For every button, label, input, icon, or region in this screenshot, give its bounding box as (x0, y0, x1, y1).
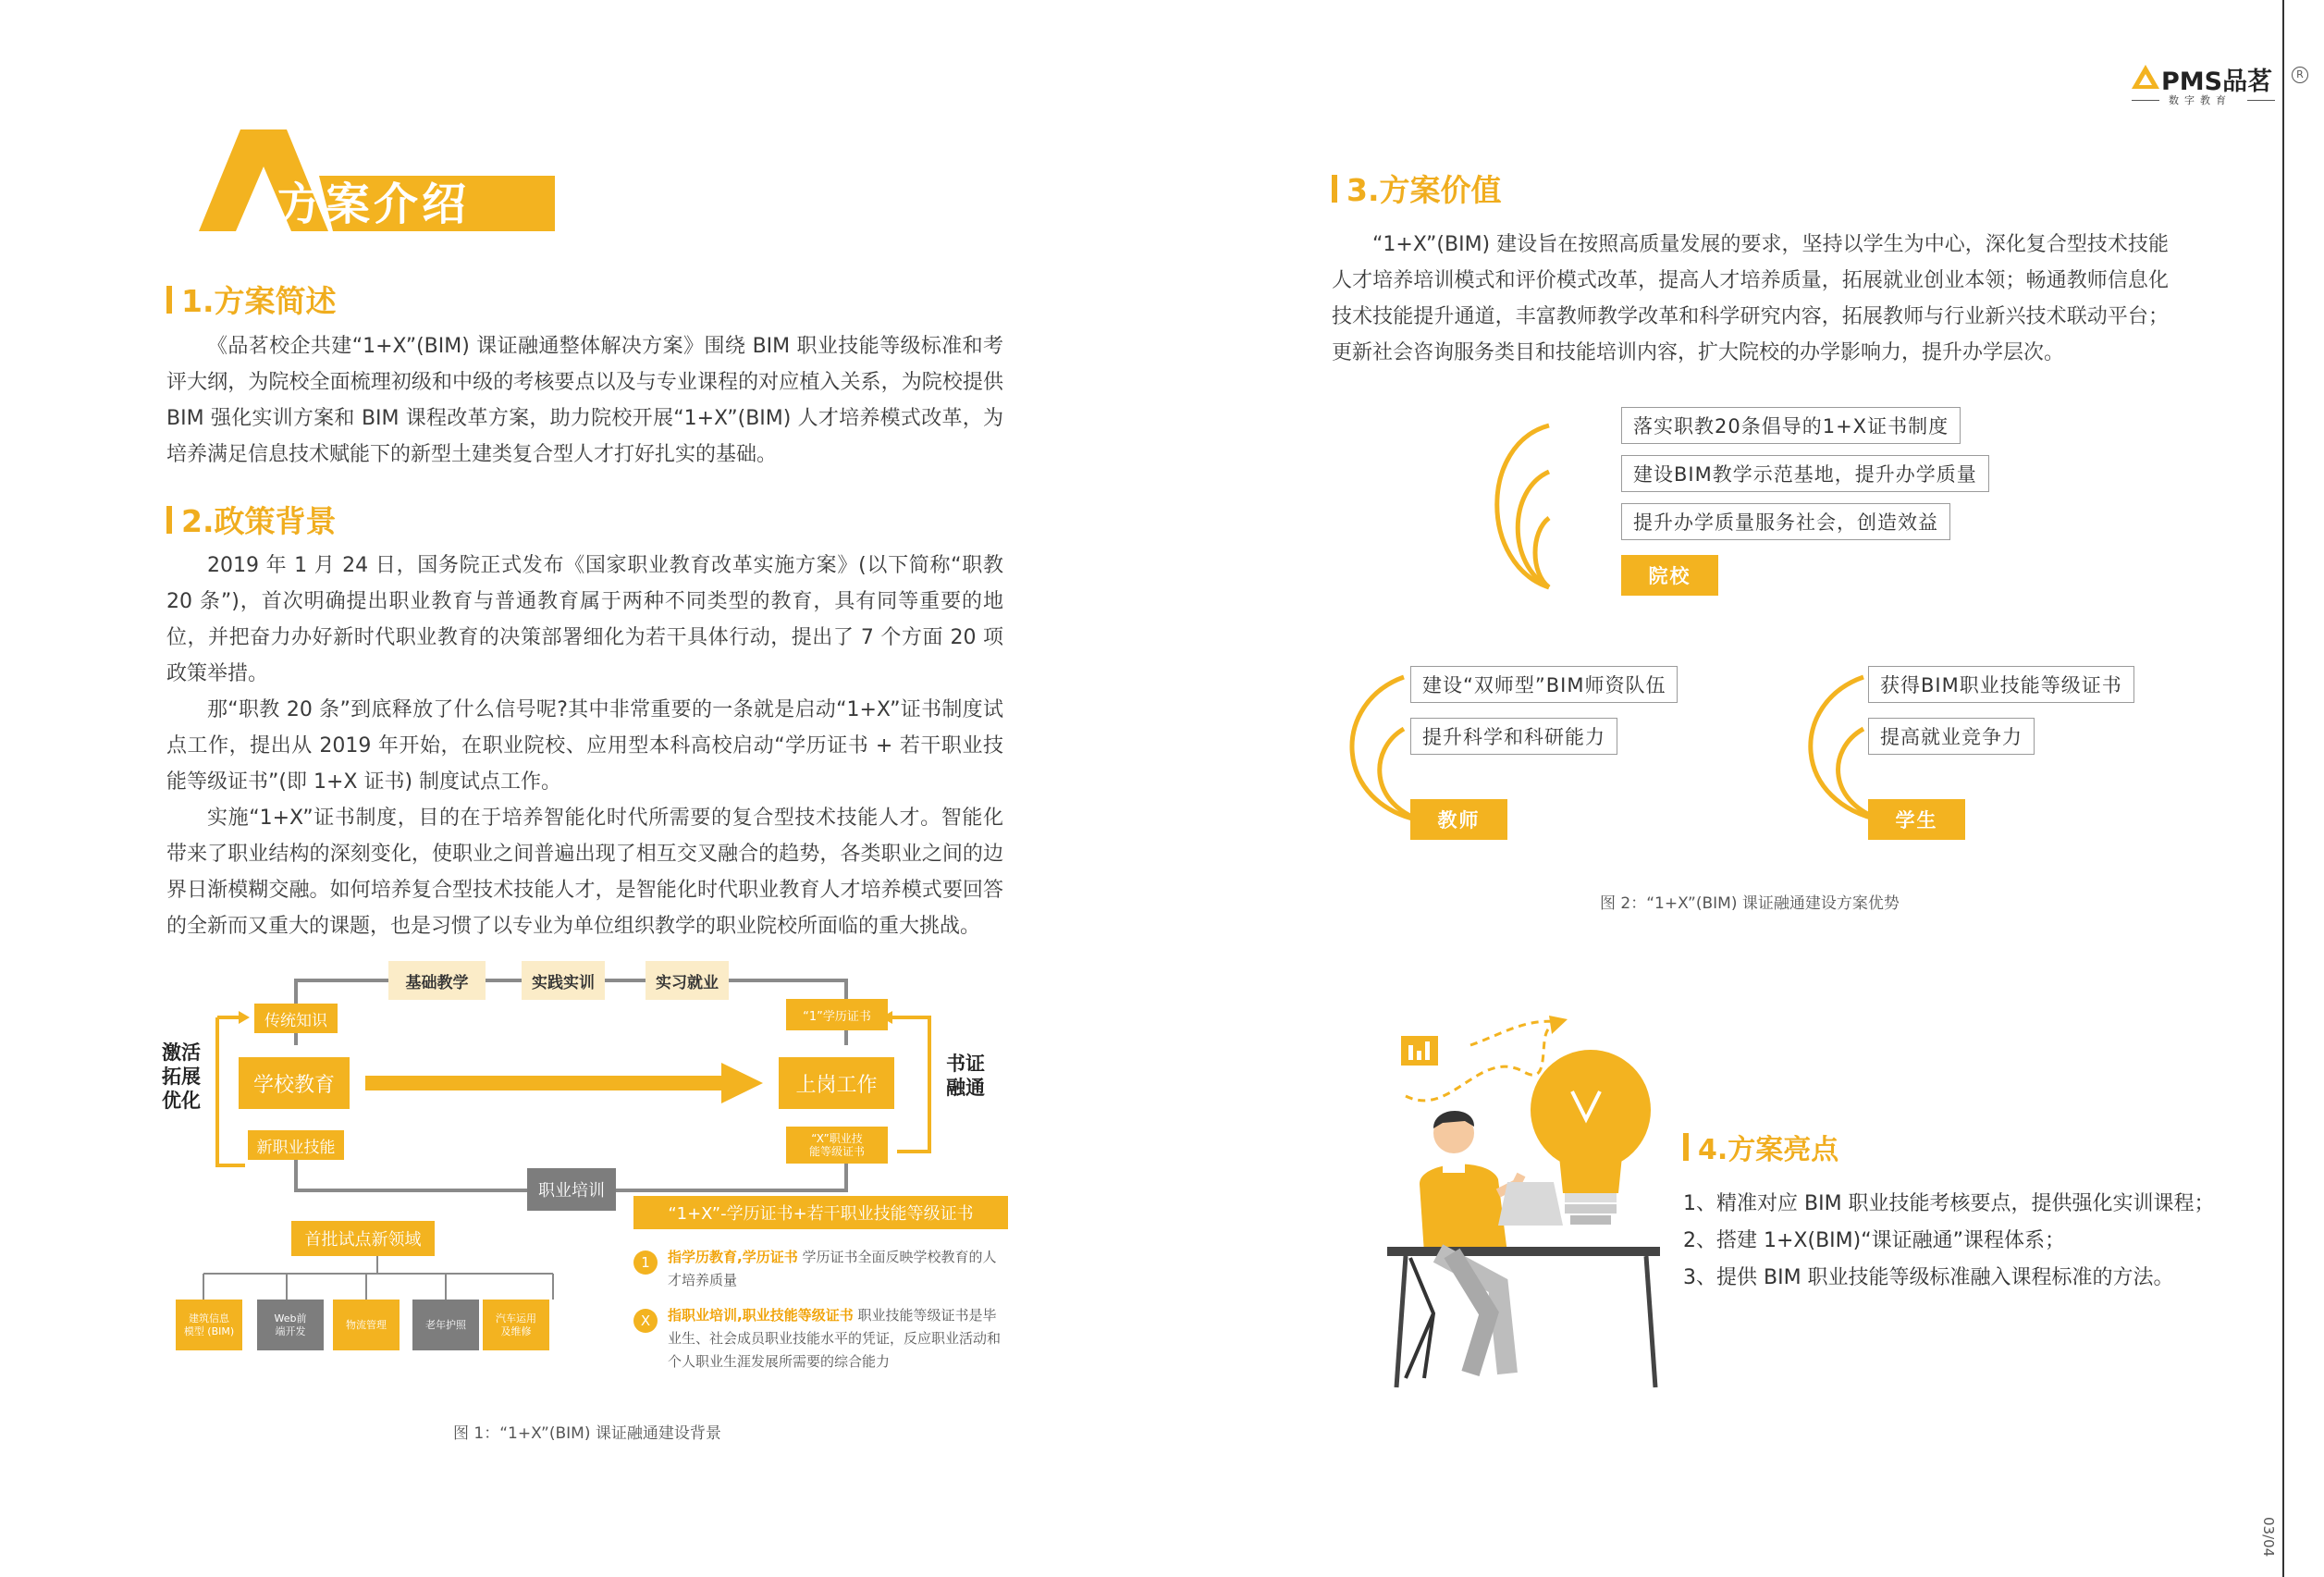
section-2-title (166, 498, 337, 541)
section-3-paragraph: “1+X”(BIM) 建设旨在按照高质量发展的要求，坚持以学生为中心，深化复合型技术技能人才培养培训模式和评价模式改革，提高人才培养质量，拓展就业创业本领；畅通教师信息化技术技能提升通道，丰富教师教学改革和科学研究内容，拓展教师与行业新兴技术联动平台；更新社会咨询服务类目和技能培训内容，扩大院校的办学影响力，提升办学层次。 (1332, 233, 2169, 364)
figure-1-caption: 图 1：“1+X”(BIM) 课证融通建设背景 (453, 1424, 721, 1443)
field-logistics: 物流管理 (333, 1300, 400, 1350)
page-edge-line (2282, 0, 2284, 1577)
highlight-item-3: 3、提供 BIM 职业技能等级标准融入课程标准的方法。 (1683, 1266, 2174, 1289)
title-bar-icon (1683, 1133, 1689, 1161)
illustration-person-lightbulb (1369, 1008, 1674, 1397)
note-1-text: 学历证书全面反映学校教育的人才培养质量 (668, 1249, 997, 1288)
school-item-2: 建设BIM教学示范基地，提升办学质量 (1621, 455, 1989, 492)
section-2-paragraph-3: 实施“1+X”证书制度，目的在于培养智能化时代所需要的复合型技术技能人才。智能化带来了职业结构的深刻变化，使职业之间普遍出现了相互交叉融合的趋势，各类职业之间的边界日渐模糊交融。如何培养复合型技术技能人才，是智能化时代职业教育人才培养模式要回答的全新而又重大的课题，也是习惯了以专业为单位组织教学的职业院校所面临的重大挑战。 (166, 807, 1003, 938)
section-2-title-text: 2.政策背景 (181, 503, 337, 539)
section-2-paragraph-1: 2019 年 1 月 24 日，国务院正式发布《国家职业教育改革实施方案》(以下简称“职教 20 条”)，首次明确提出职业教育与普通教育属于两种不同类型的教育，具有同等重要的地位，并把奋力办好新时代职业教育的决策部署细化为若干具体行动，提出了 7 个方面 20 项政策举措。 (166, 554, 1003, 685)
school-item-3: 提升办学质量服务社会，创造效益 (1621, 503, 1950, 540)
brand-sub: 数字教育 (2169, 94, 2232, 106)
box-internship: 实习就业 (646, 961, 729, 1000)
box-cert-x: “X”职业技 能等级证书 (786, 1127, 888, 1164)
student-item-1: 获得BIM职业技能等级证书 (1868, 666, 2134, 703)
brand-name: PMS品茗 (2161, 68, 2273, 96)
registered-mark-icon: R (2292, 67, 2308, 83)
highlight-item-1: 1、精准对应 BIM 职业技能考核要点，提供强化实训课程； (1683, 1192, 2215, 1215)
box-traditional-knowledge: 传统知识 (254, 1004, 338, 1033)
note-x-text: 职业技能等级证书是毕业生、社会成员职业技能水平的凭证，反应职业活动和个人职业生涯发展所需要的综合能力 (668, 1307, 1002, 1370)
diagram-1 (157, 948, 1017, 1448)
title-bar-icon (166, 286, 172, 314)
field-elderly-care: 老年护照 (412, 1300, 479, 1350)
note-x (668, 1304, 1010, 1374)
box-vocational-training: 职业培训 (527, 1168, 616, 1211)
teacher-item-2: 提升科学和科研能力 (1410, 718, 1617, 755)
section-3-title (1332, 166, 1502, 210)
note-1 (668, 1246, 1010, 1292)
section-4-title (1683, 1127, 1838, 1167)
figure-2-caption: 图 2：“1+X”(BIM) 课证融通建设方案优势 (1600, 894, 1900, 913)
label-cert-integration: 书证 融通 (946, 1053, 985, 1099)
highlight-item-2: 2、搭建 1+X(BIM)“课证融通”课程体系； (1683, 1229, 2066, 1252)
label-activate: 激活 拓展 优化 (162, 1041, 201, 1112)
section-1-title (166, 277, 337, 321)
field-web: Web前 端开发 (257, 1300, 324, 1350)
brand-logo (2132, 59, 2275, 111)
school-item-1: 落实职教20条倡导的1+X证书制度 (1621, 407, 1961, 444)
section-2-paragraph-2: 那“职教 20 条”到底释放了什么信号呢?其中非常重要的一条就是启动“1+X”证书制度试点工作，提出从 2019 年开始，在职业院校、应用型本科高校启动“学历证书 + 若干职业技能等级证书”(即 1+X 证书) 制度试点工作。 (166, 698, 1003, 794)
box-cert-1: “1”学历证书 (786, 999, 888, 1030)
title-bar-icon (166, 506, 172, 534)
box-practice-training: 实践实训 (522, 961, 605, 1000)
note-1-icon: 1 (633, 1251, 658, 1275)
note-x-icon: X (633, 1309, 658, 1333)
note-x-bold: 指职业培训,职业技能等级证书 (668, 1307, 854, 1324)
section-2-body (166, 548, 1003, 944)
field-bim: 建筑信息 模型 (BIM) (176, 1300, 242, 1350)
section-4-list (1683, 1186, 2238, 1297)
field-auto: 汽车运用 及维修 (483, 1300, 549, 1350)
page-number: 03/04 (2260, 1517, 2277, 1558)
header-title: 方案介绍 (277, 179, 471, 230)
box-job: 上岗工作 (779, 1057, 894, 1109)
box-basic-teaching: 基础教学 (388, 961, 486, 1000)
box-formula: “1+X”-学历证书+若干职业技能等级证书 (633, 1196, 1008, 1229)
label-school: 院校 (1621, 555, 1718, 596)
section-1-title-text: 1.方案简述 (181, 283, 337, 319)
student-item-2: 提高就业竞争力 (1868, 718, 2035, 755)
box-new-skills: 新职业技能 (248, 1130, 344, 1160)
section-1-paragraph: 《品茗校企共建“1+X”(BIM) 课证融通整体解决方案》围绕 BIM 职业技能等级标准和考评大纲，为院校全面梳理初级和中级的考核要点以及与专业课程的对应植入关系，为院校提供 BIM 强化实训方案和 BIM 课程改革方案，助力院校开展“1+X”(BIM) 人才培养模式改革，为培养满足信息技术赋能下的新型土建类复合型人才打好扎实的基础。 (166, 335, 1003, 466)
title-bar-icon (1332, 175, 1337, 203)
label-teacher: 教师 (1410, 799, 1507, 840)
brand-triangle-icon (2132, 65, 2159, 89)
box-school-education: 学校教育 (239, 1057, 350, 1109)
teacher-item-1: 建设“双师型”BIM师资队伍 (1410, 666, 1678, 703)
label-student: 学生 (1868, 799, 1965, 840)
box-pilot-fields: 首批试点新领域 (291, 1221, 435, 1256)
note-1-bold: 指学历教育,学历证书 (668, 1249, 798, 1265)
section-4-title-text: 4.方案亮点 (1698, 1134, 1839, 1166)
section-3-title-text: 3.方案价值 (1346, 172, 1502, 208)
